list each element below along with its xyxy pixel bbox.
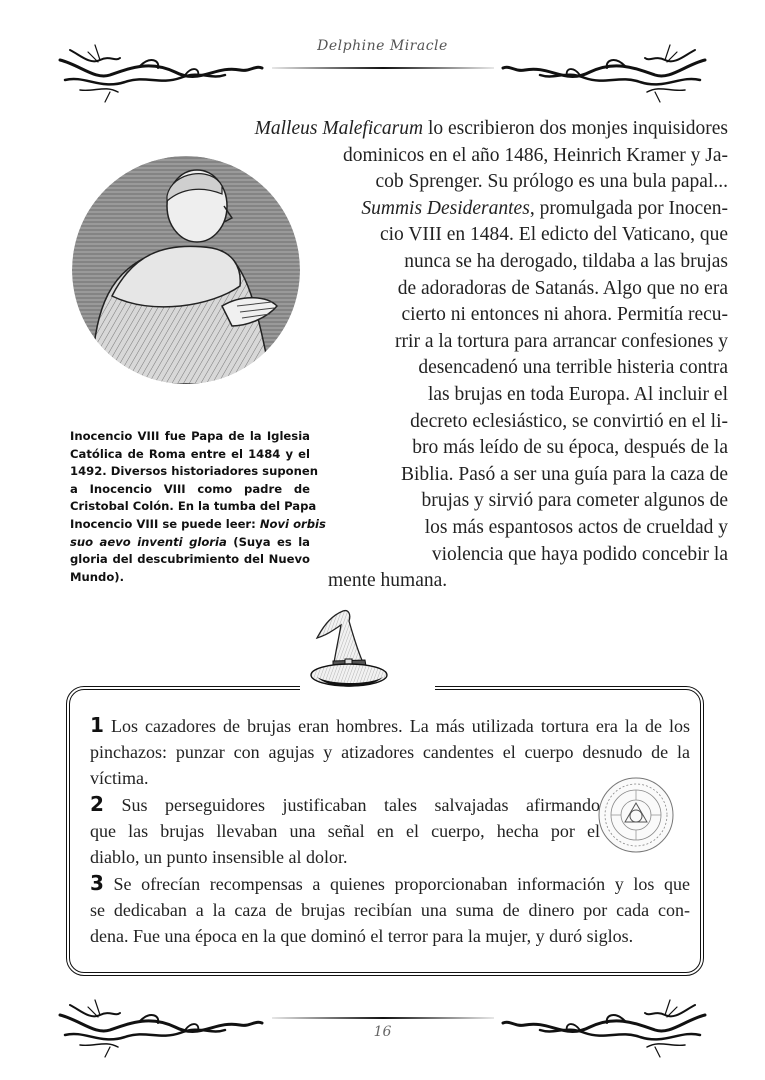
article-line: nunca se ha derogado, tildaba a las brujas <box>404 250 728 272</box>
article-line: mente humana. <box>328 570 448 592</box>
fact-item-3 <box>90 870 690 949</box>
fact-number: 3 <box>90 871 104 895</box>
witch-hat-icon <box>305 605 395 695</box>
portrait-caption <box>70 428 326 586</box>
article-line: desencadenó una terrible histeria contra <box>418 357 728 379</box>
fact-number: 2 <box>90 792 104 816</box>
caption-line: 1492. Diversos historiadores suponen <box>70 464 318 479</box>
caption-line: Cristobal Colón. En la tumba del Papa <box>70 499 317 514</box>
triquetra-seal-icon <box>597 776 675 854</box>
article-line: cio VIII en 1484. El edicto del Vaticano, que <box>379 224 728 246</box>
article-line: cierto ni entonces ni ahora. Permitía recu- <box>401 304 728 326</box>
article-line: Biblia. Pasó a ser una guía para la caza de <box>400 463 728 485</box>
article-line: Summis Desiderantes, promulgada por Inocen- <box>361 197 728 219</box>
header-rule <box>272 67 494 69</box>
fact-line: 1 Los cazadores de brujas eran hombres. La más utilizada tortura era la de los <box>90 713 690 737</box>
article-line: decreto eclesiástico, se convirtió en el li- <box>410 410 728 432</box>
caption-line: Inocencio VIII fue Papa de la Iglesia <box>70 429 310 443</box>
fact-line: que las brujas llevaban una señal en el cuerpo, hecha por el <box>90 821 600 841</box>
page-number: 16 <box>373 1024 392 1040</box>
fact-line: 2 Sus perseguidores justificaban tales salvajadas afirmando <box>90 792 600 816</box>
article-line: violencia que haya podido concebir la <box>431 543 728 565</box>
running-title: Delphine Miracle <box>317 38 448 54</box>
article-line: de adoradoras de Satanás. Algo que no era <box>397 277 728 299</box>
caption-line: Católica de Roma entre el 1484 y el <box>70 446 310 461</box>
article-line: cob Sprenger. Su prólogo es una bula papal... <box>375 171 728 193</box>
fact-line: dena. Fue una época en la que dominó el terror para la mujer, y duró siglos. <box>90 926 634 946</box>
fact-line: se dedicaban a la caza de brujas recibían una suma de dinero por cada con- <box>90 900 690 920</box>
fact-line: diablo, un punto insensible al dolor. <box>90 847 348 867</box>
caption-line: Mundo). <box>70 569 125 584</box>
article-line: dominicos en el año 1486, Heinrich Kramer y Ja- <box>342 144 728 166</box>
fact-line: víctima. <box>90 768 149 788</box>
fact-number: 1 <box>90 713 104 737</box>
fact-line: 3 Se ofrecían recompensas a quienes proporcionaban información y los que <box>90 871 690 895</box>
caption-line: Inocencio VIII se puede leer: Novi orbis <box>70 516 326 531</box>
article-line: brujas y sirvió para cometer algunos de <box>421 490 728 512</box>
caption-line: gloria del descubrimiento del Nuevo <box>70 552 310 567</box>
footer-rule <box>272 1017 494 1019</box>
article-line: rrir a la tortura para arrancar confesiones y <box>395 330 728 352</box>
caption-line: suo aevo inventi gloria (Suya es la <box>70 534 310 549</box>
caption-line: a Inocencio VIII como padre de <box>70 481 310 496</box>
article-line: los más espantosos actos de crueldad y <box>424 516 728 538</box>
article-line: Malleus Maleficarum lo escribieron dos monjes inquisidores <box>254 118 728 139</box>
fact-line: pinchazos: punzar con agujas y atizadores candentes el cuerpo desnudo de la <box>90 742 690 762</box>
article-line: bro más leído de su época, después de la <box>412 437 728 459</box>
article-line: las brujas en toda Europa. Al incluir el <box>427 383 728 405</box>
